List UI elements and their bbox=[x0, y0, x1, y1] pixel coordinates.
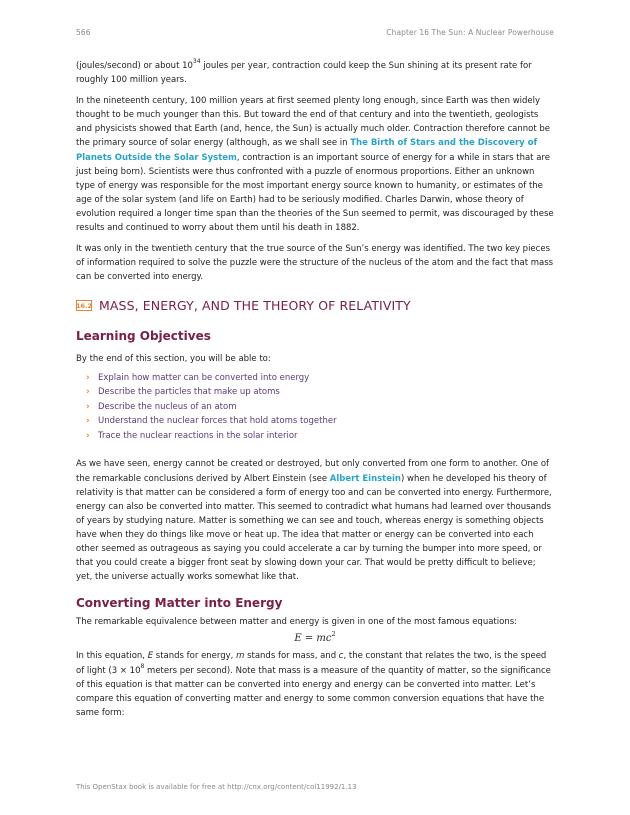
paragraph-2: In the nineteenth century, 100 million years at first seemed plenty long enough, since Earth was then widely thought to be much younger than this. But toward the end of that century and into the twentieth, geologists and physicists showed that Earth (and, hence, the Sun) is actually much older. Contraction therefore cannot be the primary source of solar energy (although, as we shall see in The Birth of Stars and the Discovery of Planets Outside the Solar System, contraction is an important source of energy for a while in stars that are just being born). Scientists were thus confronted with a puzzle of enormous proportions. Either an unknown type of energy was responsible for the most important energy source known to humanity, or estimates of the age of the solar system (and life on Earth) had to be seriously modified. Charles Darwin, whose theory of evolution required a longer time span than the theories of the Sun seemed to permit, was discouraged by these results and continued to worry about them until his death in 1882. bbox=[76, 96, 554, 234]
chevron-right-icon: › bbox=[86, 401, 90, 412]
list-item: › Describe the nucleus of an atom bbox=[86, 400, 554, 415]
section-number-badge: 16.2 bbox=[75, 301, 93, 310]
paragraph-3: It was only in the twentieth century that the true source of the Sun’s energy was identified. The two key pieces of information required to solve the puzzle were the structure of the nucleus of the atom and the fact that mass can be converted into energy. bbox=[76, 244, 554, 283]
page-content bbox=[76, 59, 554, 720]
subsection-title: Converting Matter into Energy bbox=[76, 596, 283, 611]
paragraph-6: In this equation, E stands for energy, m stands for mass, and c, the constant that relates the two, is the speed of light ($3 \times 10^8$ meters per second). Note that mass is a measure of the quantity of matter, so the significance of this equation is that matter can be converted into energy and energy can be converted into matter. Let’s compare this equation of converting matter and energy to some common conversion equations that have the same form: bbox=[76, 651, 551, 718]
paragraph-1: (joules/second) or about $10^{34}$ joules per year, contraction could keep the Sun shining at its present rate for roughly 100 million years. bbox=[76, 58, 532, 86]
chevron-right-icon: › bbox=[86, 430, 90, 441]
list-item: › Explain how matter can be converted into energy bbox=[86, 371, 554, 386]
list-item: › Describe the particles that make up atoms bbox=[86, 385, 554, 400]
page-number: 566 bbox=[76, 28, 91, 37]
chevron-right-icon: › bbox=[86, 387, 90, 398]
equation: $E = mc^2$ bbox=[294, 630, 336, 645]
chevron-right-icon: › bbox=[86, 372, 90, 383]
learning-objectives-title: Learning Objectives bbox=[76, 329, 211, 344]
paragraph-4: As we have seen, energy cannot be created or destroyed, but only converted from one form to another. One of the remarkable conclusions derived by Albert Einstein (see Albert Einstein) when he developed his theory of relativity is that matter can be considered a form of energy too and can be converted into energy. Furthermore, energy can also be converted into matter. This seemed to contradict what humans had learned over thousands of years by studying nature. Matter is something we can see and touch, whereas energy is something objects have when they do things like move or heat up. The idea that matter or energy can be converted into each other seemed as outrageous as saying you could accelerate a car by turning the bumper into more speed, or that you could create a bigger front seat by slowing down your car. That would be pretty difficult to believe; yet, the universe actually works somewhat like that. bbox=[76, 459, 552, 583]
chapter-title: Chapter 16 The Sun: A Nuclear Powerhouse bbox=[386, 28, 554, 37]
list-item: › Trace the nuclear reactions in the solar interior bbox=[86, 429, 554, 444]
list-item: › Understand the nuclear forces that hold atoms together bbox=[86, 414, 554, 429]
learning-objectives-intro: By the end of this section, you will be able to: bbox=[76, 354, 271, 365]
section-title: MASS, ENERGY, AND THE THEORY OF RELATIVITY bbox=[99, 298, 411, 314]
objectives-list bbox=[76, 371, 554, 444]
birth-of-stars-link[interactable]: The Birth of Stars and the Discovery of Planets Outside the Solar System bbox=[76, 138, 538, 163]
section-heading bbox=[76, 298, 554, 313]
footer-note: This OpenStax book is available for free at http://cnx.org/content/col11992/1.13 bbox=[76, 783, 357, 791]
chevron-right-icon: › bbox=[86, 416, 90, 427]
paragraph-5: The remarkable equivalence between matter and energy is given in one of the most famous equations: bbox=[76, 617, 517, 628]
albert-einstein-link[interactable]: Albert Einstein bbox=[329, 473, 401, 484]
